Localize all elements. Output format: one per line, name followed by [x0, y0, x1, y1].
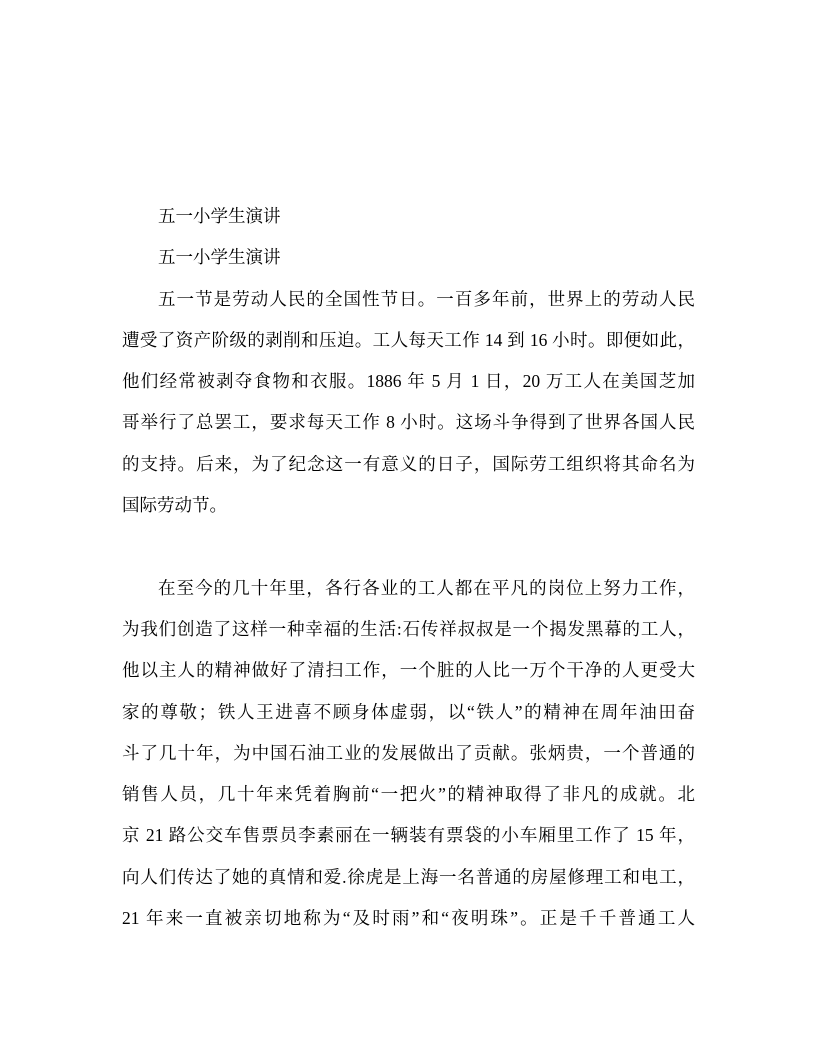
paragraph-spacer — [122, 526, 695, 567]
paragraph-line: 向人们传达了她的真情和爱.徐虎是上海一名普通的房屋修理工和电工， — [122, 866, 695, 887]
paragraph-line: 哥举行了总罢工，要求每天工作 8 小时。这场斗争得到了世界各国人民 — [122, 412, 695, 433]
paragraph-line: 的支持。后来，为了纪念这一有意义的日子，国际劳工组织将其命名为 — [122, 453, 695, 474]
heading-line: 五一小学生演讲 — [158, 247, 281, 268]
paragraph-line: 销售人员，几十年来凭着胸前“一把火”的精神取得了非凡的成就。北 — [122, 784, 695, 805]
paragraph — [122, 279, 695, 527]
paragraph-line: 家的尊敬；铁人王进喜不顾身体虚弱，以“铁人”的精神在周年油田奋 — [122, 701, 695, 722]
paragraph-line: 遭受了资产阶级的剥削和压迫。工人每天工作 14 到 16 小时。即便如此， — [122, 329, 695, 350]
paragraph-line: 五一节是劳动人民的全国性节日。一百多年前，世界上的劳动人民 — [158, 288, 695, 309]
document-body — [122, 196, 695, 939]
paragraph-line: 斗了几十年，为中国石油工业的发展做出了贡献。张炳贵，一个普通的 — [122, 742, 695, 763]
paragraph-line: 他以主人的精神做好了清扫工作，一个脏的人比一万个干净的人更受大 — [122, 660, 695, 681]
paragraph-line: 国际劳动节。 — [122, 495, 227, 516]
paragraph-line: 京 21 路公交车售票员李素丽在一辆装有票袋的小车厢里工作了 15 年， — [122, 825, 695, 846]
heading-line: 五一小学生演讲 — [158, 206, 281, 226]
paragraph-line: 他们经常被剥夺食物和衣服。1886 年 5 月 1 日，20 万工人在美国芝加 — [122, 371, 695, 392]
paragraph-line: 在至今的几十年里，各行各业的工人都在平凡的岗位上努力工作， — [158, 577, 695, 598]
paragraph — [122, 568, 695, 940]
paragraph-line: 21 年来一直被亲切地称为“及时雨”和“夜明珠”。正是千千普通工人 — [122, 908, 695, 929]
paragraph-line: 为我们创造了这样一种幸福的生活:石传祥叔叔是一个揭发黑幕的工人， — [122, 618, 695, 639]
